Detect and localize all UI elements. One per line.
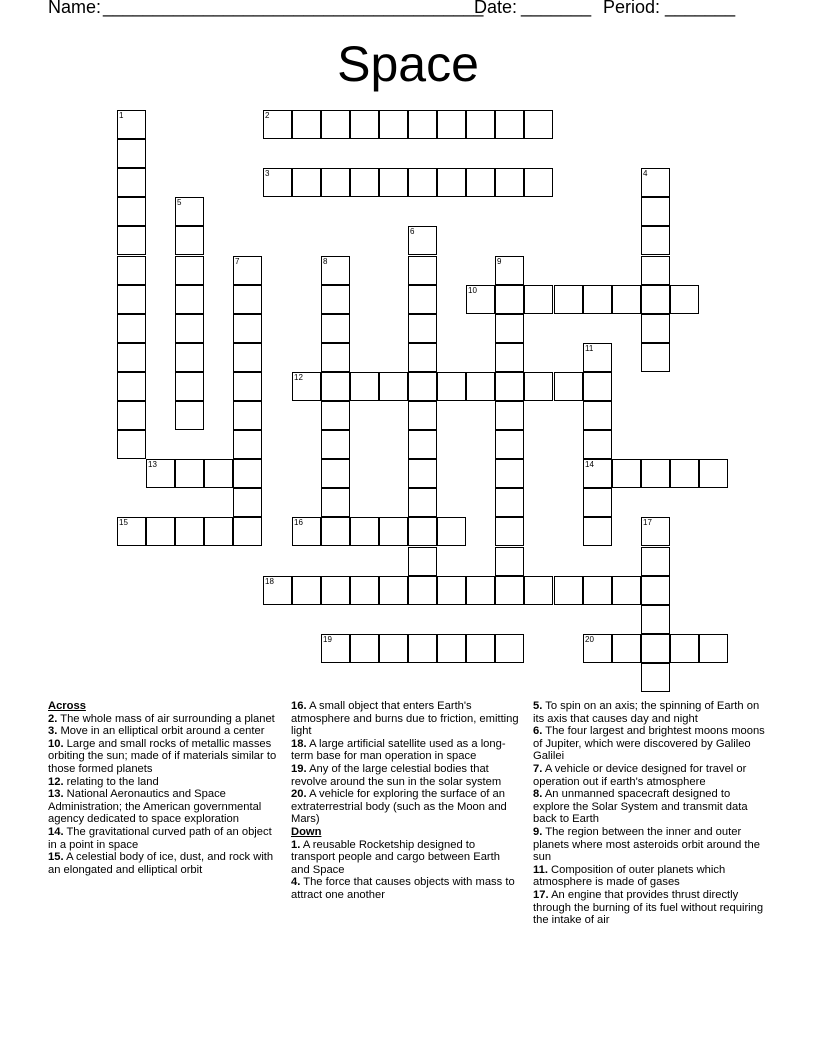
across-clue (48, 713, 280, 726)
grid-cell[interactable] (641, 459, 670, 488)
grid-cell[interactable] (175, 401, 204, 430)
clue-number-label: 3. (48, 725, 58, 738)
grid-cell[interactable] (641, 343, 670, 372)
down-clue (291, 839, 521, 877)
grid-cell[interactable] (263, 168, 292, 197)
grid-cell[interactable] (495, 110, 524, 139)
grid-cell[interactable] (670, 634, 699, 663)
name-field[interactable]: ______________________________________ (103, 0, 484, 17)
grid-cell[interactable] (321, 314, 350, 343)
down-clue (533, 788, 765, 826)
clues-column-2 (291, 700, 521, 902)
grid-cell[interactable] (117, 517, 146, 546)
grid-cell[interactable] (466, 285, 495, 314)
grid-cell[interactable] (408, 314, 437, 343)
grid-cell[interactable] (292, 372, 321, 401)
clue-number: 20 (585, 635, 594, 644)
grid-cell[interactable] (350, 576, 379, 605)
down-clue (533, 763, 765, 788)
grid-cell[interactable] (583, 430, 612, 459)
clue-number-label: 1. (291, 838, 301, 851)
grid-cell[interactable] (495, 459, 524, 488)
grid-cell[interactable] (408, 576, 437, 605)
grid-cell[interactable] (612, 285, 641, 314)
down-heading: Down (291, 825, 322, 838)
grid-cell[interactable] (437, 517, 466, 546)
across-clue (291, 700, 521, 738)
grid-cell[interactable] (233, 343, 262, 372)
grid-cell[interactable] (583, 488, 612, 517)
grid-cell[interactable] (350, 110, 379, 139)
grid-cell[interactable] (292, 110, 321, 139)
grid-cell[interactable] (583, 459, 612, 488)
clue-number-label: 4. (291, 876, 301, 889)
grid-cell[interactable] (175, 459, 204, 488)
grid-cell[interactable] (233, 430, 262, 459)
grid-cell[interactable] (408, 343, 437, 372)
clue-number-label: 11. (533, 863, 548, 876)
grid-cell[interactable] (408, 517, 437, 546)
grid-cell[interactable] (321, 634, 350, 663)
clue-number-label: 8. (533, 788, 543, 801)
clue-number: 12 (294, 373, 303, 382)
down-clue (533, 725, 765, 763)
grid-cell[interactable] (117, 285, 146, 314)
down-clue (291, 876, 521, 901)
grid-cell[interactable] (321, 372, 350, 401)
grid-cell[interactable] (699, 634, 728, 663)
grid-cell[interactable] (408, 430, 437, 459)
clue-text: An engine that provides thrust directly through the burning of its fuel without requiring the intake of air (533, 888, 764, 927)
grid-cell[interactable] (612, 634, 641, 663)
grid-cell[interactable] (350, 517, 379, 546)
grid-cell[interactable] (524, 285, 553, 314)
clue-text: Large and small rocks of metallic masses orbiting the sun; made of if materials similar to those formed planets (48, 737, 277, 775)
clue-number: 5 (177, 198, 182, 207)
clues-column-3 (533, 700, 765, 927)
clue-text: A reusable Rocketship designed to transport people and cargo between Earth and Space (291, 838, 500, 876)
grid-cell[interactable] (117, 197, 146, 226)
grid-cell[interactable] (495, 314, 524, 343)
grid-cell[interactable] (175, 285, 204, 314)
down-clue-list-continued (533, 700, 765, 927)
grid-cell[interactable] (554, 576, 583, 605)
grid-cell[interactable] (408, 285, 437, 314)
clue-text: Any of the large celestial bodies that revolve around the sun in the solar system (291, 762, 502, 788)
grid-cell[interactable] (495, 517, 524, 546)
grid-cell[interactable] (641, 226, 670, 255)
clue-number-label: 10. (48, 737, 64, 750)
clue-number-label: 14. (48, 825, 64, 838)
grid-cell[interactable] (117, 226, 146, 255)
grid-cell[interactable] (117, 256, 146, 285)
grid-cell[interactable] (175, 517, 204, 546)
clue-text: The gravitational curved path of an object in a point in space (48, 825, 272, 851)
grid-cell[interactable] (554, 372, 583, 401)
grid-cell[interactable] (437, 168, 466, 197)
grid-cell[interactable] (641, 576, 670, 605)
name-label: Name: (48, 0, 102, 17)
grid-cell[interactable] (175, 314, 204, 343)
grid-cell[interactable] (641, 547, 670, 576)
grid-cell[interactable] (117, 314, 146, 343)
grid-cell[interactable] (321, 401, 350, 430)
grid-cell[interactable] (175, 197, 204, 226)
clue-number: 10 (468, 286, 477, 295)
grid-cell[interactable] (292, 168, 321, 197)
clue-number: 3 (265, 169, 270, 178)
grid-cell[interactable] (408, 401, 437, 430)
grid-cell[interactable] (583, 634, 612, 663)
grid-cell[interactable] (495, 256, 524, 285)
grid-cell[interactable] (495, 401, 524, 430)
grid-cell[interactable] (437, 372, 466, 401)
across-clue (48, 725, 280, 738)
across-heading: Across (48, 700, 86, 712)
grid-cell[interactable] (641, 634, 670, 663)
grid-cell[interactable] (408, 168, 437, 197)
period-label: Period: (603, 0, 661, 17)
grid-cell[interactable] (524, 576, 553, 605)
clue-number: 9 (497, 257, 502, 266)
grid-cell[interactable] (175, 256, 204, 285)
grid-cell[interactable] (641, 168, 670, 197)
clue-text: An unmanned spacecraft designed to explore the Solar System and transmit data back to Earth (533, 788, 748, 826)
clue-number-label: 17. (533, 888, 549, 901)
grid-cell[interactable] (583, 517, 612, 546)
grid-cell[interactable] (466, 168, 495, 197)
grid-cell[interactable] (263, 576, 292, 605)
grid-cell[interactable] (292, 517, 321, 546)
grid-cell[interactable] (321, 285, 350, 314)
grid-cell[interactable] (408, 372, 437, 401)
grid-cell[interactable] (670, 285, 699, 314)
clue-number: 2 (265, 111, 270, 120)
grid-cell[interactable] (641, 517, 670, 546)
grid-cell[interactable] (408, 226, 437, 255)
clue-text: National Aeronautics and Space Administration; the American governmental agency dedicated to space exploration (48, 788, 262, 826)
grid-cell[interactable] (495, 576, 524, 605)
clue-number-label: 19. (291, 762, 307, 775)
clue-number-label: 12. (48, 775, 64, 788)
grid-cell[interactable] (495, 285, 524, 314)
grid-cell[interactable] (233, 285, 262, 314)
down-clue (533, 826, 765, 864)
grid-cell[interactable] (583, 576, 612, 605)
clue-number-label: 2. (48, 712, 58, 725)
across-clue (48, 738, 280, 776)
grid-cell[interactable] (233, 459, 262, 488)
grid-cell[interactable] (350, 168, 379, 197)
grid-cell[interactable] (117, 343, 146, 372)
clue-number-label: 15. (48, 851, 64, 864)
grid-cell[interactable] (117, 430, 146, 459)
grid-cell[interactable] (321, 343, 350, 372)
clue-text: A celestial body of ice, dust, and rock with an elongated and elliptical orbit (48, 851, 274, 876)
clue-text: A vehicle for exploring the surface of an extraterrestrial body (such as the Moon and Mars) (291, 788, 507, 826)
grid-cell[interactable] (437, 634, 466, 663)
grid-cell[interactable] (495, 343, 524, 372)
grid-cell[interactable] (263, 110, 292, 139)
grid-cell[interactable] (233, 488, 262, 517)
grid-cell[interactable] (408, 634, 437, 663)
grid-cell[interactable] (321, 256, 350, 285)
grid-cell[interactable] (350, 372, 379, 401)
grid-cell[interactable] (437, 576, 466, 605)
clue-text: The whole mass of air surrounding a planet (60, 712, 275, 725)
clue-number: 16 (294, 518, 303, 527)
grid-cell[interactable] (583, 285, 612, 314)
grid-cell[interactable] (379, 110, 408, 139)
clue-number: 4 (643, 169, 648, 178)
grid-cell[interactable] (233, 314, 262, 343)
grid-cell[interactable] (408, 488, 437, 517)
date-label: Date: (474, 0, 518, 17)
grid-cell[interactable] (466, 372, 495, 401)
across-clue (291, 788, 521, 826)
grid-cell[interactable] (524, 168, 553, 197)
clue-text: The force that causes objects with mass to attract one another (291, 876, 515, 901)
clue-text: Composition of outer planets which atmosphere is made of gases (533, 863, 726, 889)
grid-cell[interactable] (641, 663, 670, 692)
grid-cell[interactable] (350, 634, 379, 663)
grid-cell[interactable] (495, 634, 524, 663)
grid-cell[interactable] (117, 110, 146, 139)
down-clue-list (291, 839, 521, 902)
grid-cell[interactable] (379, 168, 408, 197)
grid-cell[interactable] (466, 110, 495, 139)
grid-cell[interactable] (175, 372, 204, 401)
grid-cell[interactable] (117, 168, 146, 197)
across-clue-list (48, 713, 280, 877)
grid-cell[interactable] (321, 168, 350, 197)
clue-number: 15 (119, 518, 128, 527)
grid-cell[interactable] (495, 372, 524, 401)
clue-number: 14 (585, 460, 594, 469)
grid-cell[interactable] (583, 401, 612, 430)
grid-cell[interactable] (175, 226, 204, 255)
grid-cell[interactable] (554, 285, 583, 314)
grid-cell[interactable] (408, 110, 437, 139)
clue-text: The four largest and brightest moons moons of Jupiter, which were discovered by Galileo Galilei (533, 725, 765, 763)
grid-cell[interactable] (641, 256, 670, 285)
clue-text: To spin on an axis; the spinning of Earth on its axis that causes day and night (533, 700, 760, 725)
grid-cell[interactable] (117, 372, 146, 401)
grid-cell[interactable] (641, 314, 670, 343)
across-clue-list-continued (291, 700, 521, 826)
across-clue (48, 776, 280, 789)
grid-cell[interactable] (408, 547, 437, 576)
clue-number: 7 (235, 257, 240, 266)
grid-cell[interactable] (612, 576, 641, 605)
clue-number-label: 20. (291, 788, 307, 801)
clue-number-label: 6. (533, 725, 543, 738)
grid-cell[interactable] (321, 430, 350, 459)
grid-cell[interactable] (379, 517, 408, 546)
grid-cell[interactable] (466, 576, 495, 605)
clue-text: Move in an elliptical orbit around a center (60, 725, 265, 738)
clue-number: 13 (148, 460, 157, 469)
down-clue (533, 700, 765, 725)
clue-text: A large artificial satellite used as a long-term base for man operation in space (291, 737, 506, 763)
grid-cell[interactable] (233, 372, 262, 401)
grid-cell[interactable] (699, 459, 728, 488)
clue-number: 11 (585, 344, 594, 353)
grid-cell[interactable] (117, 139, 146, 168)
grid-cell[interactable] (641, 285, 670, 314)
down-clue (533, 864, 765, 889)
across-clue (291, 763, 521, 788)
grid-cell[interactable] (233, 401, 262, 430)
grid-cell[interactable] (379, 634, 408, 663)
grid-cell[interactable] (204, 459, 233, 488)
grid-cell[interactable] (321, 517, 350, 546)
grid-cell[interactable] (204, 517, 233, 546)
clue-number-label: 5. (533, 700, 543, 712)
clue-text: relating to the land (66, 775, 159, 788)
grid-cell[interactable] (612, 459, 641, 488)
grid-cell[interactable] (379, 576, 408, 605)
clue-number: 18 (265, 577, 274, 586)
grid-cell[interactable] (175, 343, 204, 372)
clue-number-label: 18. (291, 737, 307, 750)
clue-text: A small object that enters Earth's atmosphere and burns due to friction, emitting light (291, 700, 519, 738)
grid-cell[interactable] (641, 605, 670, 634)
grid-cell[interactable] (670, 459, 699, 488)
grid-cell[interactable] (146, 517, 175, 546)
clue-number-label: 9. (533, 825, 543, 838)
grid-cell[interactable] (495, 488, 524, 517)
grid-cell[interactable] (321, 576, 350, 605)
grid-cell[interactable] (408, 459, 437, 488)
grid-cell[interactable] (379, 372, 408, 401)
period-field[interactable]: _______ (665, 0, 736, 17)
clue-number-label: 16. (291, 700, 307, 712)
clue-number-label: 7. (533, 762, 543, 775)
across-clue (291, 738, 521, 763)
grid-cell[interactable] (495, 547, 524, 576)
grid-cell[interactable] (495, 168, 524, 197)
clue-number: 1 (119, 111, 124, 120)
grid-cell[interactable] (583, 372, 612, 401)
clue-text: The region between the inner and outer planets where most asteroids orbit around the sun (533, 825, 760, 864)
grid-cell[interactable] (437, 110, 466, 139)
grid-cell[interactable] (321, 110, 350, 139)
date-field[interactable]: _______ (521, 0, 592, 17)
across-clue (48, 788, 280, 826)
grid-cell[interactable] (321, 459, 350, 488)
down-clue (533, 889, 765, 927)
grid-cell[interactable] (583, 343, 612, 372)
grid-cell[interactable] (641, 197, 670, 226)
across-clue (48, 851, 280, 876)
grid-cell[interactable] (524, 372, 553, 401)
grid-cell[interactable] (292, 576, 321, 605)
grid-cell[interactable] (146, 459, 175, 488)
clue-number-label: 13. (48, 788, 64, 801)
clue-number: 17 (643, 518, 652, 527)
grid-cell[interactable] (524, 110, 553, 139)
clue-number: 6 (410, 227, 415, 236)
grid-cell[interactable] (233, 256, 262, 285)
grid-cell[interactable] (495, 430, 524, 459)
clues-column-1 (48, 700, 280, 876)
grid-cell[interactable] (408, 256, 437, 285)
page-title: Space (337, 36, 479, 92)
grid-cell[interactable] (233, 517, 262, 546)
across-clue (48, 826, 280, 851)
clue-text: A vehicle or device designed for travel or operation out if earth's atmosphere (533, 762, 747, 788)
clue-number: 8 (323, 257, 328, 266)
grid-cell[interactable] (321, 488, 350, 517)
clue-number: 19 (323, 635, 332, 644)
grid-cell[interactable] (117, 401, 146, 430)
grid-cell[interactable] (466, 634, 495, 663)
